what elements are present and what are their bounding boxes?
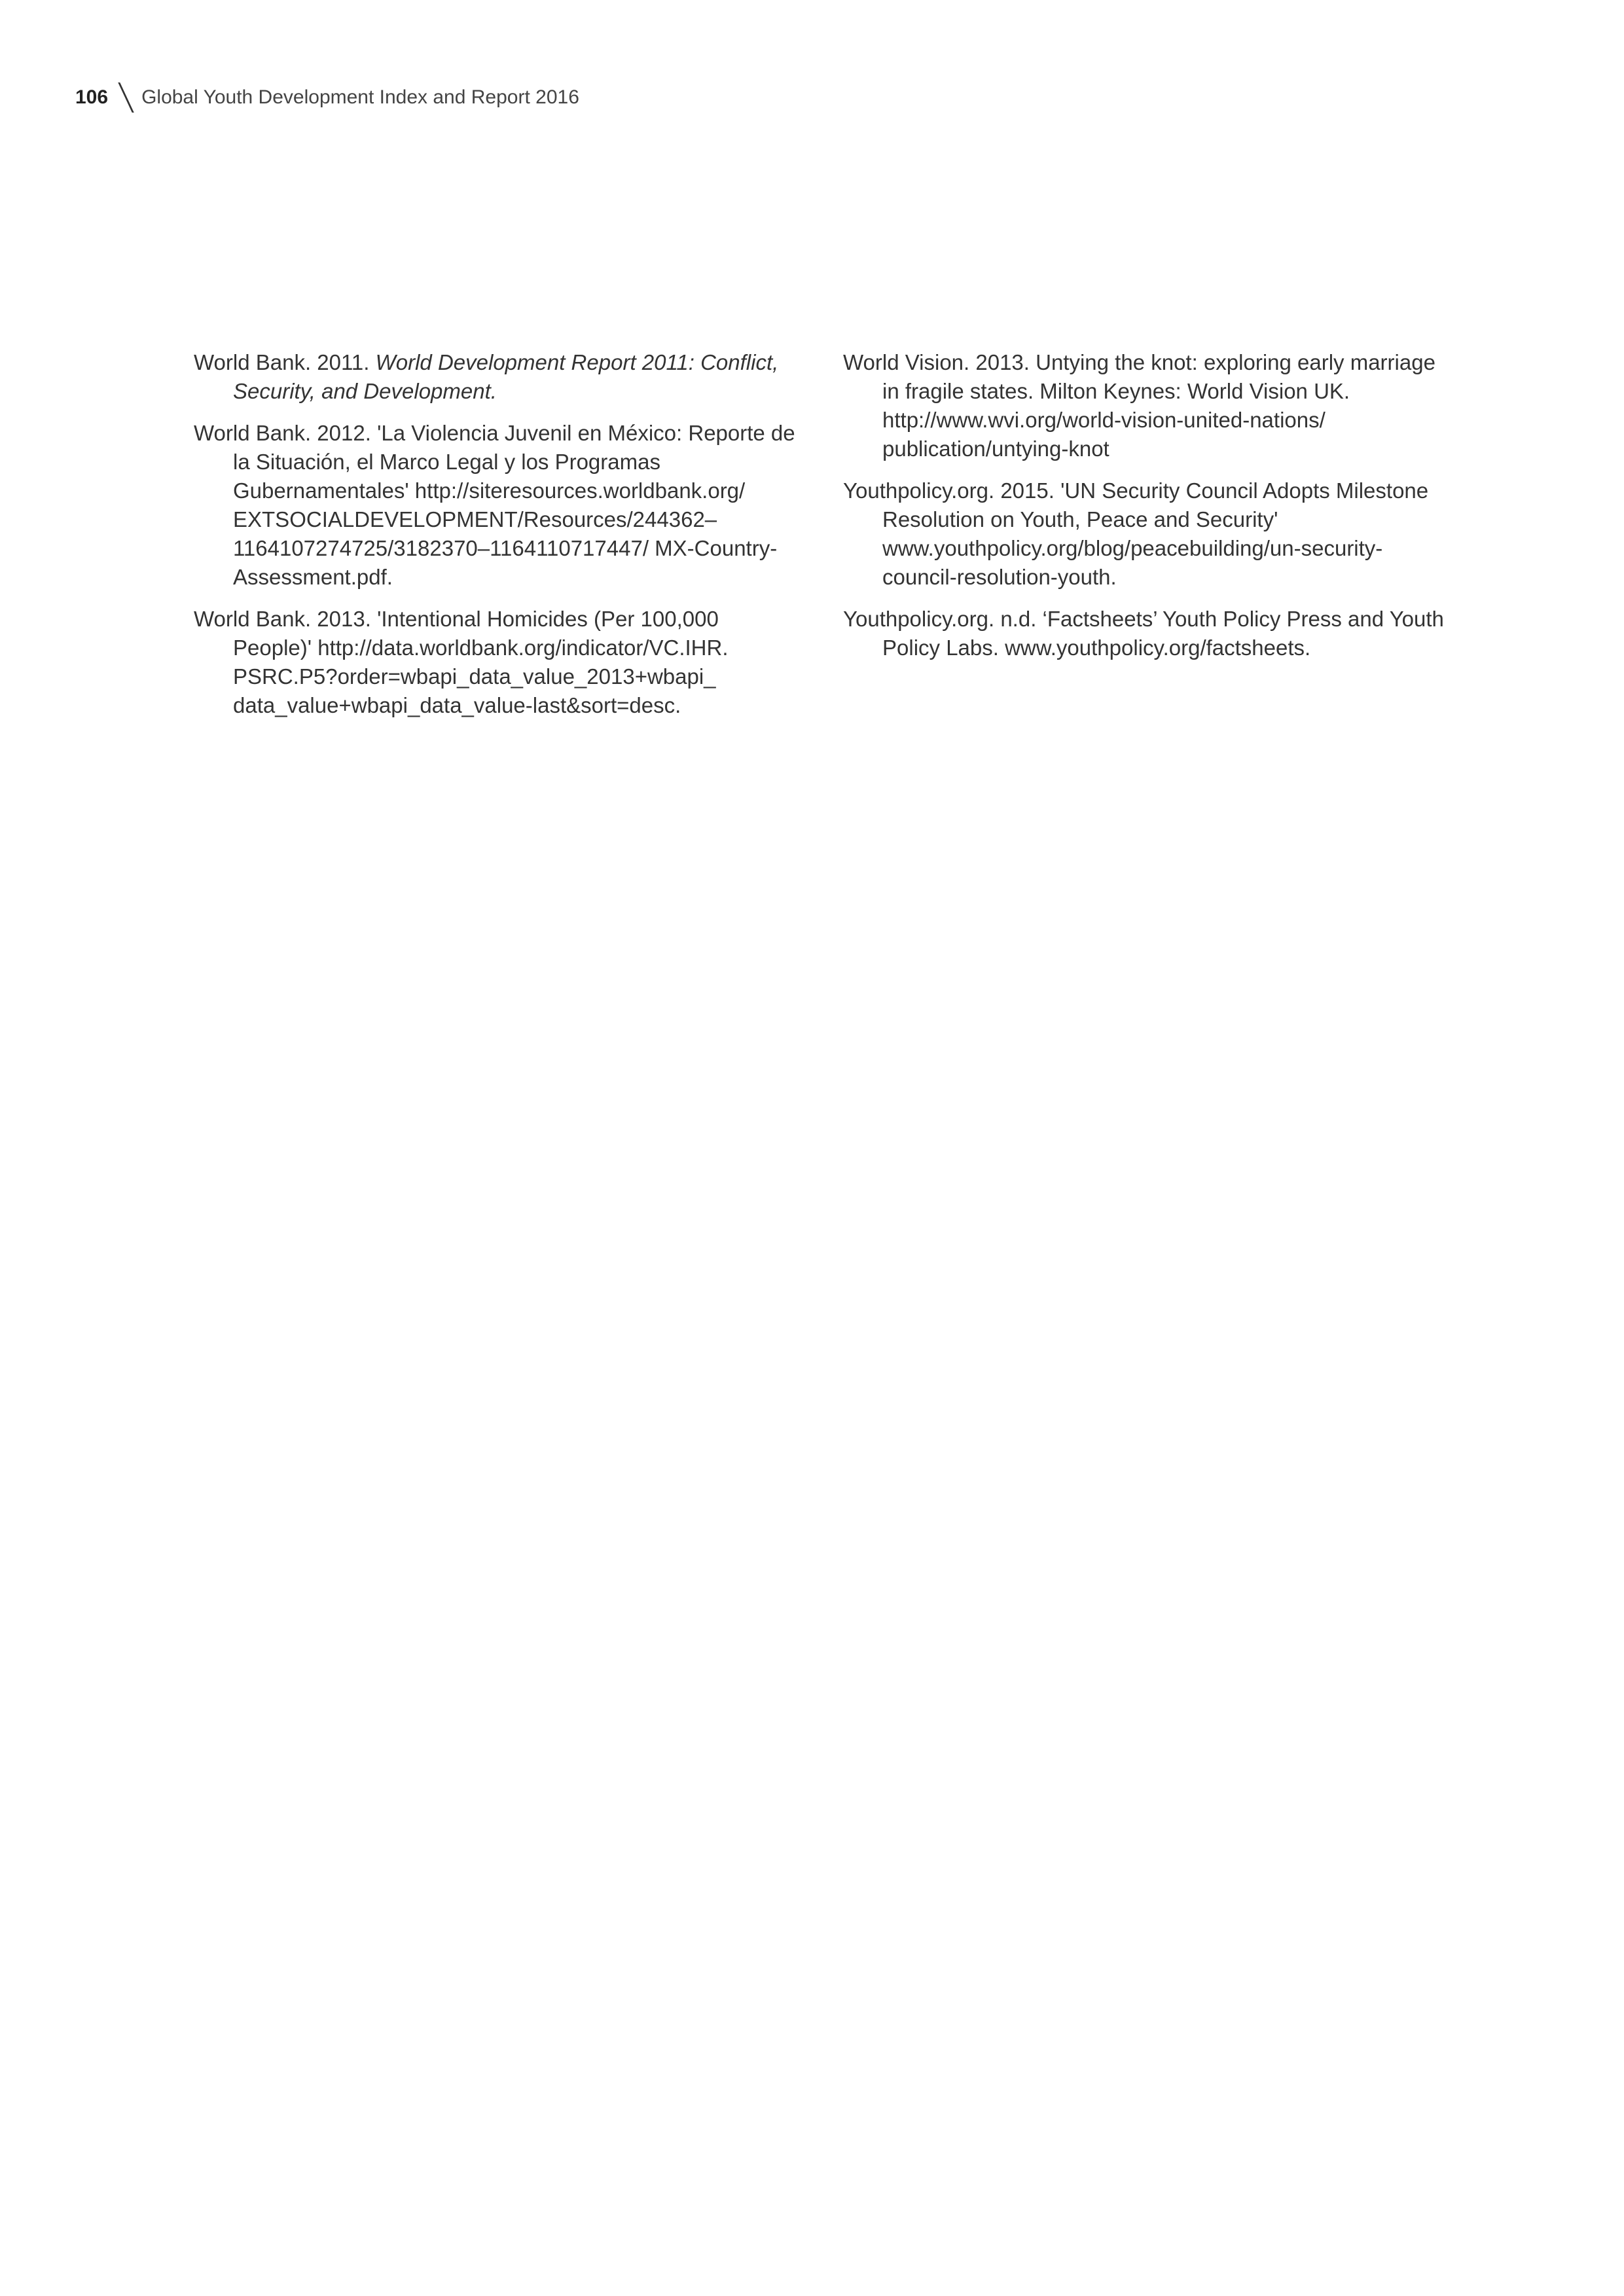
reference-entry (194, 605, 796, 720)
reference-author-year: World Bank. 2013. (194, 607, 378, 631)
reference-entry (843, 476, 1452, 592)
reference-author-year: World Bank. 2012. (194, 421, 378, 445)
reference-author-year: World Bank. 2011. (194, 350, 376, 374)
reference-author-year: Youthpolicy.org. 2015. (843, 478, 1061, 503)
references-right-column (843, 348, 1452, 675)
reference-details: 'UN Security Council Adopts Milestone Resolution on Youth, Peace and Security' www.youthpolicy.org/blog/peacebuilding/un-security-council-resolution-youth. (882, 478, 1429, 589)
running-header (75, 81, 579, 114)
reference-details: Untying the knot: exploring early marriage in fragile states. Milton Keynes: World Vision UK. http://www.wvi.org/world-vision-united-nations/ publication/untying-knot (882, 350, 1435, 461)
header-divider (118, 82, 134, 113)
references-left-column (194, 348, 796, 733)
page-number: 106 (75, 86, 109, 108)
reference-title: World Development Report 2011: Conflict, Security, and Development. (233, 350, 779, 403)
reference-entry (843, 348, 1452, 463)
reference-author-year: Youthpolicy.org. n.d. (843, 607, 1043, 631)
reference-details: 'La Violencia Juvenil en México: Reporte de la Situación, el Marco Legal y los Programas Gubernamentales' http://siteresources.worldbank.org/ EXTSOCIALDEVELOPMENT/Resources/244362– 1164107274725/3182370–1164110717447/ MX-Country-Assessment.pdf. (233, 421, 795, 589)
reference-entry (843, 605, 1452, 662)
reference-details: ‘Factsheets’ Youth Policy Press and Youth Policy Labs. www.youthpolicy.org/factsheets. (882, 607, 1444, 660)
reference-details: 'Intentional Homicides (Per 100,000 People)' http://data.worldbank.org/indicator/VC.IHR. PSRC.P5?order=wbapi_data_value_2013+wbapi_ data_value+wbapi_data_value-last&sort=desc. (233, 607, 729, 717)
running-header-title: Global Youth Development Index and Report 2016 (141, 86, 579, 108)
reference-entry (194, 419, 796, 592)
reference-entry (194, 348, 796, 406)
reference-author-year: World Vision. 2013. (843, 350, 1036, 374)
